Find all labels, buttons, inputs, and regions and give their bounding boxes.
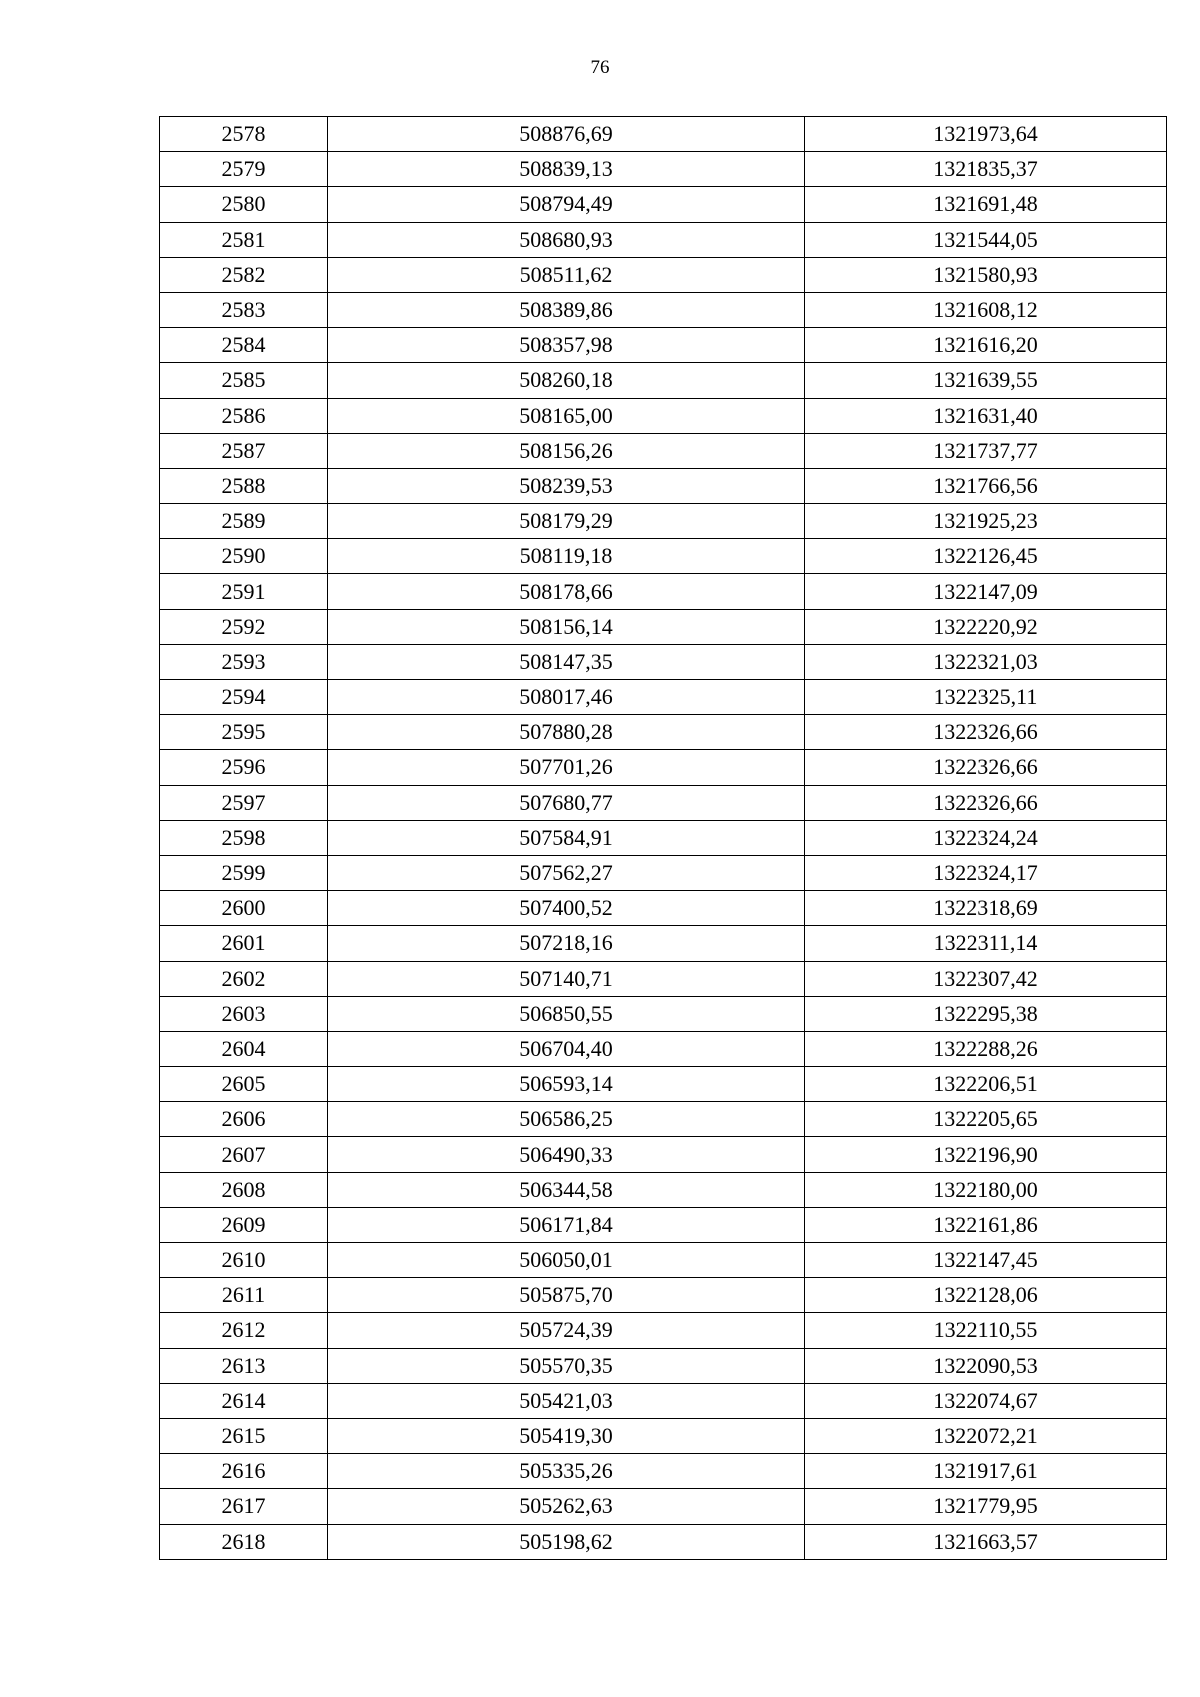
point-number-cell: 2589 [160, 504, 328, 539]
point-number-cell: 2591 [160, 574, 328, 609]
y-coordinate-cell: 1321766,56 [805, 468, 1167, 503]
y-coordinate-cell: 1322147,45 [805, 1243, 1167, 1278]
point-number-cell: 2612 [160, 1313, 328, 1348]
y-coordinate-cell: 1322205,65 [805, 1102, 1167, 1137]
point-number-cell: 2597 [160, 785, 328, 820]
x-coordinate-cell: 508839,13 [328, 152, 805, 187]
y-coordinate-cell: 1322324,17 [805, 855, 1167, 890]
table-row [160, 1137, 1167, 1172]
x-coordinate-cell: 507880,28 [328, 715, 805, 750]
point-number-cell: 2602 [160, 961, 328, 996]
point-number-cell: 2586 [160, 398, 328, 433]
point-number-cell: 2594 [160, 680, 328, 715]
table-row [160, 152, 1167, 187]
x-coordinate-cell: 506586,25 [328, 1102, 805, 1137]
y-coordinate-cell: 1322110,55 [805, 1313, 1167, 1348]
table-row [160, 1172, 1167, 1207]
y-coordinate-cell: 1322074,67 [805, 1383, 1167, 1418]
table-row [160, 292, 1167, 327]
point-number-cell: 2614 [160, 1383, 328, 1418]
x-coordinate-cell: 508260,18 [328, 363, 805, 398]
table-row [160, 539, 1167, 574]
coordinates-table-body [160, 117, 1167, 1560]
table-row [160, 926, 1167, 961]
x-coordinate-cell: 505419,30 [328, 1418, 805, 1453]
y-coordinate-cell: 1321616,20 [805, 328, 1167, 363]
x-coordinate-cell: 506171,84 [328, 1207, 805, 1242]
point-number-cell: 2581 [160, 222, 328, 257]
table-row [160, 1454, 1167, 1489]
x-coordinate-cell: 505570,35 [328, 1348, 805, 1383]
y-coordinate-cell: 1322090,53 [805, 1348, 1167, 1383]
point-number-cell: 2578 [160, 117, 328, 152]
x-coordinate-cell: 506593,14 [328, 1067, 805, 1102]
table-row [160, 222, 1167, 257]
point-number-cell: 2582 [160, 257, 328, 292]
table-row [160, 644, 1167, 679]
table-row [160, 1278, 1167, 1313]
x-coordinate-cell: 508511,62 [328, 257, 805, 292]
point-number-cell: 2580 [160, 187, 328, 222]
x-coordinate-cell: 508119,18 [328, 539, 805, 574]
table-row [160, 363, 1167, 398]
x-coordinate-cell: 506050,01 [328, 1243, 805, 1278]
point-number-cell: 2598 [160, 820, 328, 855]
y-coordinate-cell: 1322318,69 [805, 891, 1167, 926]
y-coordinate-cell: 1321779,95 [805, 1489, 1167, 1524]
x-coordinate-cell: 507218,16 [328, 926, 805, 961]
point-number-cell: 2608 [160, 1172, 328, 1207]
point-number-cell: 2605 [160, 1067, 328, 1102]
y-coordinate-cell: 1322072,21 [805, 1418, 1167, 1453]
x-coordinate-cell: 508178,66 [328, 574, 805, 609]
table-row [160, 1207, 1167, 1242]
x-coordinate-cell: 505198,62 [328, 1524, 805, 1559]
point-number-cell: 2617 [160, 1489, 328, 1524]
table-row [160, 680, 1167, 715]
point-number-cell: 2579 [160, 152, 328, 187]
point-number-cell: 2616 [160, 1454, 328, 1489]
y-coordinate-cell: 1321973,64 [805, 117, 1167, 152]
y-coordinate-cell: 1321580,93 [805, 257, 1167, 292]
y-coordinate-cell: 1321835,37 [805, 152, 1167, 187]
x-coordinate-cell: 507140,71 [328, 961, 805, 996]
point-number-cell: 2601 [160, 926, 328, 961]
table-row [160, 750, 1167, 785]
y-coordinate-cell: 1321737,77 [805, 433, 1167, 468]
x-coordinate-cell: 508147,35 [328, 644, 805, 679]
y-coordinate-cell: 1321639,55 [805, 363, 1167, 398]
y-coordinate-cell: 1321691,48 [805, 187, 1167, 222]
y-coordinate-cell: 1322295,38 [805, 996, 1167, 1031]
point-number-cell: 2583 [160, 292, 328, 327]
x-coordinate-cell: 508179,29 [328, 504, 805, 539]
table-row [160, 468, 1167, 503]
point-number-cell: 2603 [160, 996, 328, 1031]
coordinates-table [159, 116, 1167, 1560]
x-coordinate-cell: 507400,52 [328, 891, 805, 926]
x-coordinate-cell: 506490,33 [328, 1137, 805, 1172]
x-coordinate-cell: 508017,46 [328, 680, 805, 715]
y-coordinate-cell: 1322311,14 [805, 926, 1167, 961]
table-row [160, 504, 1167, 539]
point-number-cell: 2606 [160, 1102, 328, 1137]
x-coordinate-cell: 505262,63 [328, 1489, 805, 1524]
table-row [160, 187, 1167, 222]
x-coordinate-cell: 508156,26 [328, 433, 805, 468]
table-row [160, 996, 1167, 1031]
point-number-cell: 2593 [160, 644, 328, 679]
table-row [160, 574, 1167, 609]
point-number-cell: 2587 [160, 433, 328, 468]
table-row [160, 257, 1167, 292]
y-coordinate-cell: 1322326,66 [805, 715, 1167, 750]
y-coordinate-cell: 1321608,12 [805, 292, 1167, 327]
table-row [160, 1313, 1167, 1348]
point-number-cell: 2592 [160, 609, 328, 644]
x-coordinate-cell: 505421,03 [328, 1383, 805, 1418]
table-row [160, 1418, 1167, 1453]
point-number-cell: 2596 [160, 750, 328, 785]
table-row [160, 398, 1167, 433]
table-row [160, 961, 1167, 996]
page-number: 76 [590, 57, 610, 78]
x-coordinate-cell: 508794,49 [328, 187, 805, 222]
point-number-cell: 2607 [160, 1137, 328, 1172]
point-number-cell: 2588 [160, 468, 328, 503]
x-coordinate-cell: 508389,86 [328, 292, 805, 327]
x-coordinate-cell: 507562,27 [328, 855, 805, 890]
y-coordinate-cell: 1322180,00 [805, 1172, 1167, 1207]
y-coordinate-cell: 1322128,06 [805, 1278, 1167, 1313]
x-coordinate-cell: 506344,58 [328, 1172, 805, 1207]
table-row [160, 1031, 1167, 1066]
table-row [160, 117, 1167, 152]
x-coordinate-cell: 505875,70 [328, 1278, 805, 1313]
point-number-cell: 2609 [160, 1207, 328, 1242]
table-row [160, 1102, 1167, 1137]
y-coordinate-cell: 1322147,09 [805, 574, 1167, 609]
y-coordinate-cell: 1322326,66 [805, 785, 1167, 820]
table-row [160, 855, 1167, 890]
table-row [160, 609, 1167, 644]
y-coordinate-cell: 1322220,92 [805, 609, 1167, 644]
y-coordinate-cell: 1321917,61 [805, 1454, 1167, 1489]
y-coordinate-cell: 1322126,45 [805, 539, 1167, 574]
x-coordinate-cell: 506704,40 [328, 1031, 805, 1066]
y-coordinate-cell: 1322326,66 [805, 750, 1167, 785]
point-number-cell: 2613 [160, 1348, 328, 1383]
x-coordinate-cell: 508239,53 [328, 468, 805, 503]
y-coordinate-cell: 1322325,11 [805, 680, 1167, 715]
y-coordinate-cell: 1321631,40 [805, 398, 1167, 433]
x-coordinate-cell: 507701,26 [328, 750, 805, 785]
x-coordinate-cell: 508165,00 [328, 398, 805, 433]
table-row [160, 433, 1167, 468]
y-coordinate-cell: 1321663,57 [805, 1524, 1167, 1559]
y-coordinate-cell: 1322324,24 [805, 820, 1167, 855]
table-row [160, 785, 1167, 820]
x-coordinate-cell: 507680,77 [328, 785, 805, 820]
point-number-cell: 2585 [160, 363, 328, 398]
point-number-cell: 2611 [160, 1278, 328, 1313]
point-number-cell: 2610 [160, 1243, 328, 1278]
point-number-cell: 2599 [160, 855, 328, 890]
y-coordinate-cell: 1321544,05 [805, 222, 1167, 257]
x-coordinate-cell: 508876,69 [328, 117, 805, 152]
x-coordinate-cell: 505335,26 [328, 1454, 805, 1489]
x-coordinate-cell: 507584,91 [328, 820, 805, 855]
point-number-cell: 2604 [160, 1031, 328, 1066]
point-number-cell: 2590 [160, 539, 328, 574]
y-coordinate-cell: 1322307,42 [805, 961, 1167, 996]
table-row [160, 891, 1167, 926]
y-coordinate-cell: 1322206,51 [805, 1067, 1167, 1102]
table-row [160, 1524, 1167, 1559]
table-row [160, 1243, 1167, 1278]
point-number-cell: 2595 [160, 715, 328, 750]
table-row [160, 1067, 1167, 1102]
y-coordinate-cell: 1322161,86 [805, 1207, 1167, 1242]
x-coordinate-cell: 506850,55 [328, 996, 805, 1031]
table-row [160, 1489, 1167, 1524]
table-row [160, 715, 1167, 750]
point-number-cell: 2600 [160, 891, 328, 926]
table-row [160, 328, 1167, 363]
point-number-cell: 2618 [160, 1524, 328, 1559]
point-number-cell: 2615 [160, 1418, 328, 1453]
x-coordinate-cell: 508357,98 [328, 328, 805, 363]
x-coordinate-cell: 505724,39 [328, 1313, 805, 1348]
point-number-cell: 2584 [160, 328, 328, 363]
y-coordinate-cell: 1322288,26 [805, 1031, 1167, 1066]
y-coordinate-cell: 1322196,90 [805, 1137, 1167, 1172]
table-row [160, 820, 1167, 855]
y-coordinate-cell: 1322321,03 [805, 644, 1167, 679]
x-coordinate-cell: 508680,93 [328, 222, 805, 257]
x-coordinate-cell: 508156,14 [328, 609, 805, 644]
table-row [160, 1348, 1167, 1383]
table-row [160, 1383, 1167, 1418]
y-coordinate-cell: 1321925,23 [805, 504, 1167, 539]
